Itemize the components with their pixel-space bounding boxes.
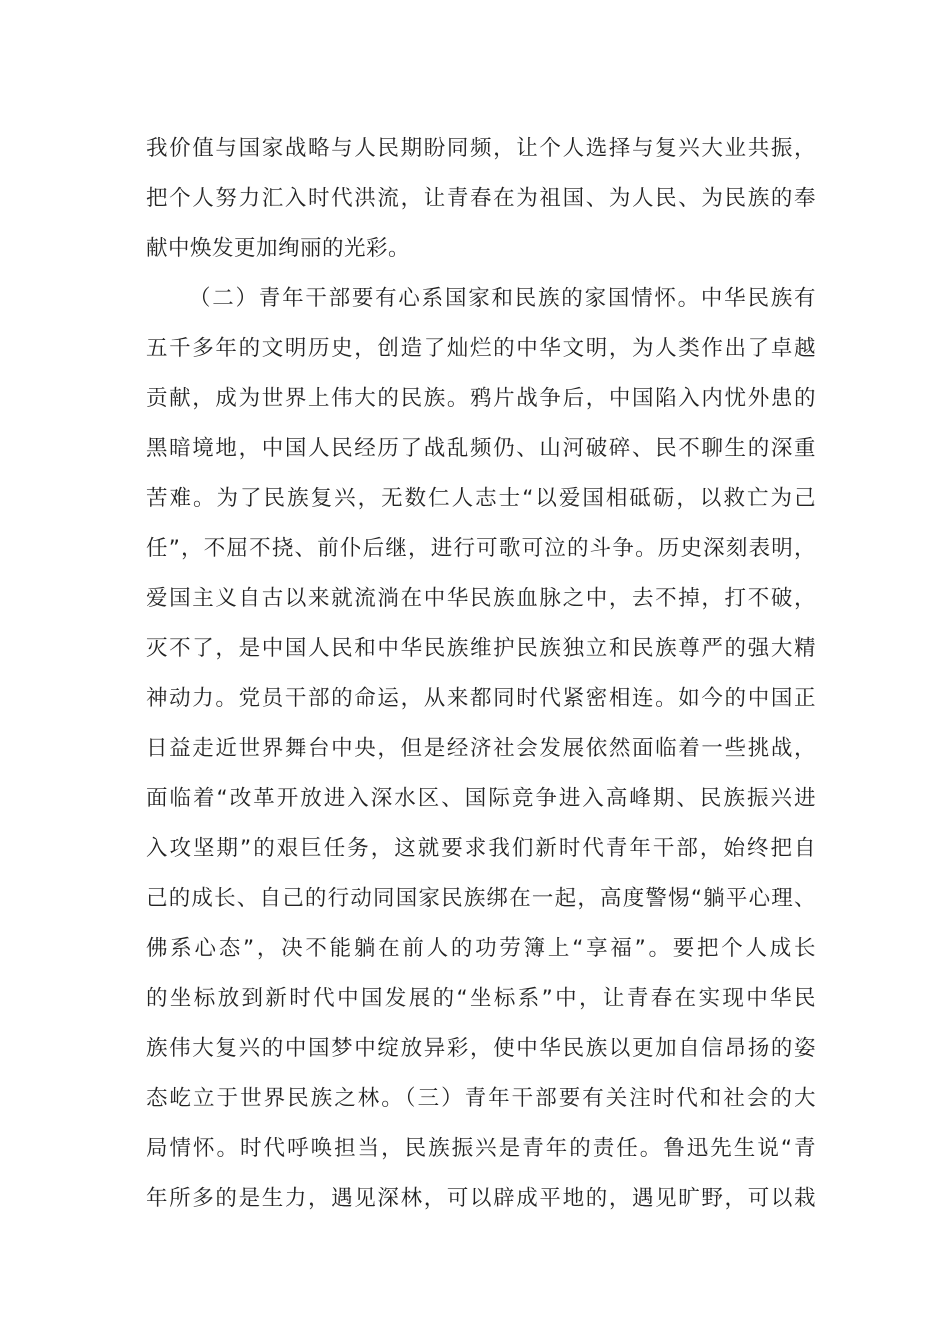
text-line: 日益走近世界舞台中央，但是经济社会发展依然面临着一些挑战， xyxy=(146,736,816,761)
text-line: 灭不了，是中国人民和中华民族维护民族独立和民族尊严的强大精 xyxy=(146,636,816,661)
text-line: 己的成长、自己的行动同国家民族绑在一起，高度警惕“躺平心理、 xyxy=(146,886,816,911)
text-line: 族伟大复兴的中国梦中绽放异彩，使中华民族以更加自信昂扬的姿 xyxy=(146,1036,816,1061)
text-line: 的坐标放到新时代中国发展的“坐标系”中，让青春在实现中华民 xyxy=(146,986,816,1011)
text-line: 入攻坚期”的艰巨任务，这就要求我们新时代青年干部，始终把自 xyxy=(146,836,816,861)
body-text xyxy=(146,128,816,1228)
text-line: 局情怀。时代呼唤担当，民族振兴是青年的责任。鲁迅先生说“青 xyxy=(146,1136,816,1161)
paragraph-first-line: （二）青年干部要有心系国家和民族的家国情怀。中华民族有 xyxy=(189,286,816,311)
text-line: 苦难。为了民族复兴，无数仁人志士“以爱国相砥砺，以救亡为己 xyxy=(146,486,816,511)
text-line: 黑暗境地，中国人民经历了战乱频仍、山河破碎、民不聊生的深重 xyxy=(146,436,816,461)
text-line: 五千多年的文明历史，创造了灿烂的中华文明，为人类作出了卓越 xyxy=(146,336,816,361)
text-line: 我价值与国家战略与人民期盼同频，让个人选择与复兴大业共振， xyxy=(146,136,816,161)
text-line: 任”，不屈不挠、前仆后继，进行可歌可泣的斗争。历史深刻表明， xyxy=(146,536,816,561)
text-line: 献中焕发更加绚丽的光彩。 xyxy=(146,236,411,261)
text-line: 爱国主义自古以来就流淌在中华民族血脉之中，去不掉，打不破， xyxy=(146,586,816,611)
text-line: 态屹立于世界民族之林。（三）青年干部要有关注时代和社会的大 xyxy=(146,1086,816,1111)
text-line: 把个人努力汇入时代洪流，让青春在为祖国、为人民、为民族的奉 xyxy=(146,186,816,211)
text-line: 佛系心态”，决不能躺在前人的功劳簿上“享福”。要把个人成长 xyxy=(146,936,816,961)
text-line: 年所多的是生力，遇见深林，可以辟成平地的，遇见旷野，可以栽 xyxy=(146,1186,816,1211)
text-line: 面临着“改革开放进入深水区、国际竞争进入高峰期、民族振兴进 xyxy=(146,786,816,811)
text-line: 贡献，成为世界上伟大的民族。鸦片战争后，中国陷入内忧外患的 xyxy=(146,386,816,411)
text-line: 神动力。党员干部的命运，从来都同时代紧密相连。如今的中国正 xyxy=(146,686,816,711)
